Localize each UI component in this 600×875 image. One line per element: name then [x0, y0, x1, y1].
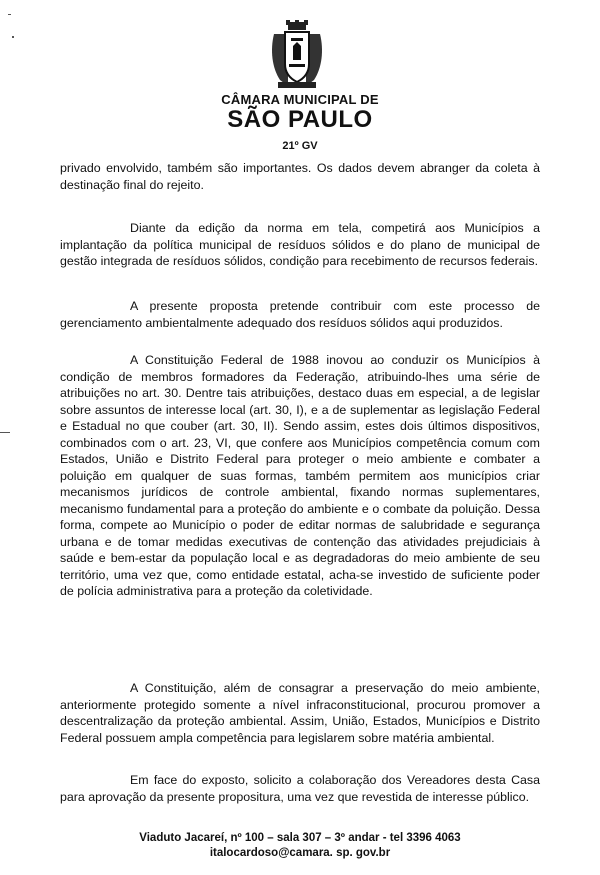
footer-email: italocardoso@camara. sp. gov.br: [209, 847, 391, 859]
paragraph-2: Diante da edição da norma em tela, competirá aos Municípios a implantação da política municipal de resíduos sólidos e do plano de municipal de gestão integrada de resíduos sólidos, condição para recebimento de recursos federais.: [60, 221, 540, 268]
scan-mark: [12, 36, 14, 38]
footer-address: Viaduto Jacareí, nº 100 – sala 307 – 3º andar - tel 3396 4063: [139, 832, 461, 844]
paragraph-5: A Constituição, além de consagrar a preservação do meio ambiente, anteriormente protegido somente a nível infraconstitucional, procurou promover a descentralização da proteção ambiental. Assim, União, Estados, Municípios e Distrito Federal possuem ampla competência para legislarem sobre matéria ambiental.: [60, 681, 540, 745]
scan-mark: [8, 14, 11, 15]
paragraph-1: privado envolvido, também são importantes. Os dados devem abranger da coleta à destinação final do rejeito.: [60, 161, 540, 192]
organization-city: SÃO PAULO: [227, 106, 373, 133]
paragraph-4: A Constituição Federal de 1988 inovou ao conduzir os Municípios à condição de membros formadores da Federação, atribuindo-lhes uma série de atribuições no art. 30. Dentre tais atribuições, destaco duas em especial, a de legislar sobre assuntos de interesse local (art. 30, I), e a de suplementar as legislação Federal e Estadual no que couber (art. 30, II). Sendo assim, estes dois últimos dispositivos, combinados com o art. 23, VI, que confere aos Municípios competência comum com Estados, União e Distrito Federal para proteger o meio ambiente e combater a poluição em qualquer de suas formas, também permitem aos municípios criar mecanismos jurídicos de controle ambiental, fixando normas suplementares, mecanismo fundamental para a proteção do ambiente e o combate da poluição. Dessa forma, compete ao Município o poder de editar normas de salubridade e segurança urbana e de tomar medidas executivas de contenção das atividades prejudiciais à saúde e bem-estar da população local e as degradadoras do meio ambiente de seu território, uma vez que, como entidade estatal, acha-se investido de suficiente poder de polícia administrativa para a proteção da coletividade.: [60, 353, 540, 598]
office-reference: 21º GV: [282, 140, 318, 152]
scan-mark: [0, 432, 10, 433]
coat-of-arms-icon: [268, 20, 326, 90]
paragraph-6: Em face do exposto, solicito a colaboração dos Vereadores desta Casa para aprovação da presente propositura, uma vez que revestida de interesse público.: [60, 773, 540, 804]
paragraph-3: A presente proposta pretende contribuir com este processo de gerenciamento ambientalmente adequado dos resíduos sólidos aqui produzidos.: [60, 299, 540, 330]
organization-name: CÂMARA MUNICIPAL DE: [221, 92, 379, 107]
